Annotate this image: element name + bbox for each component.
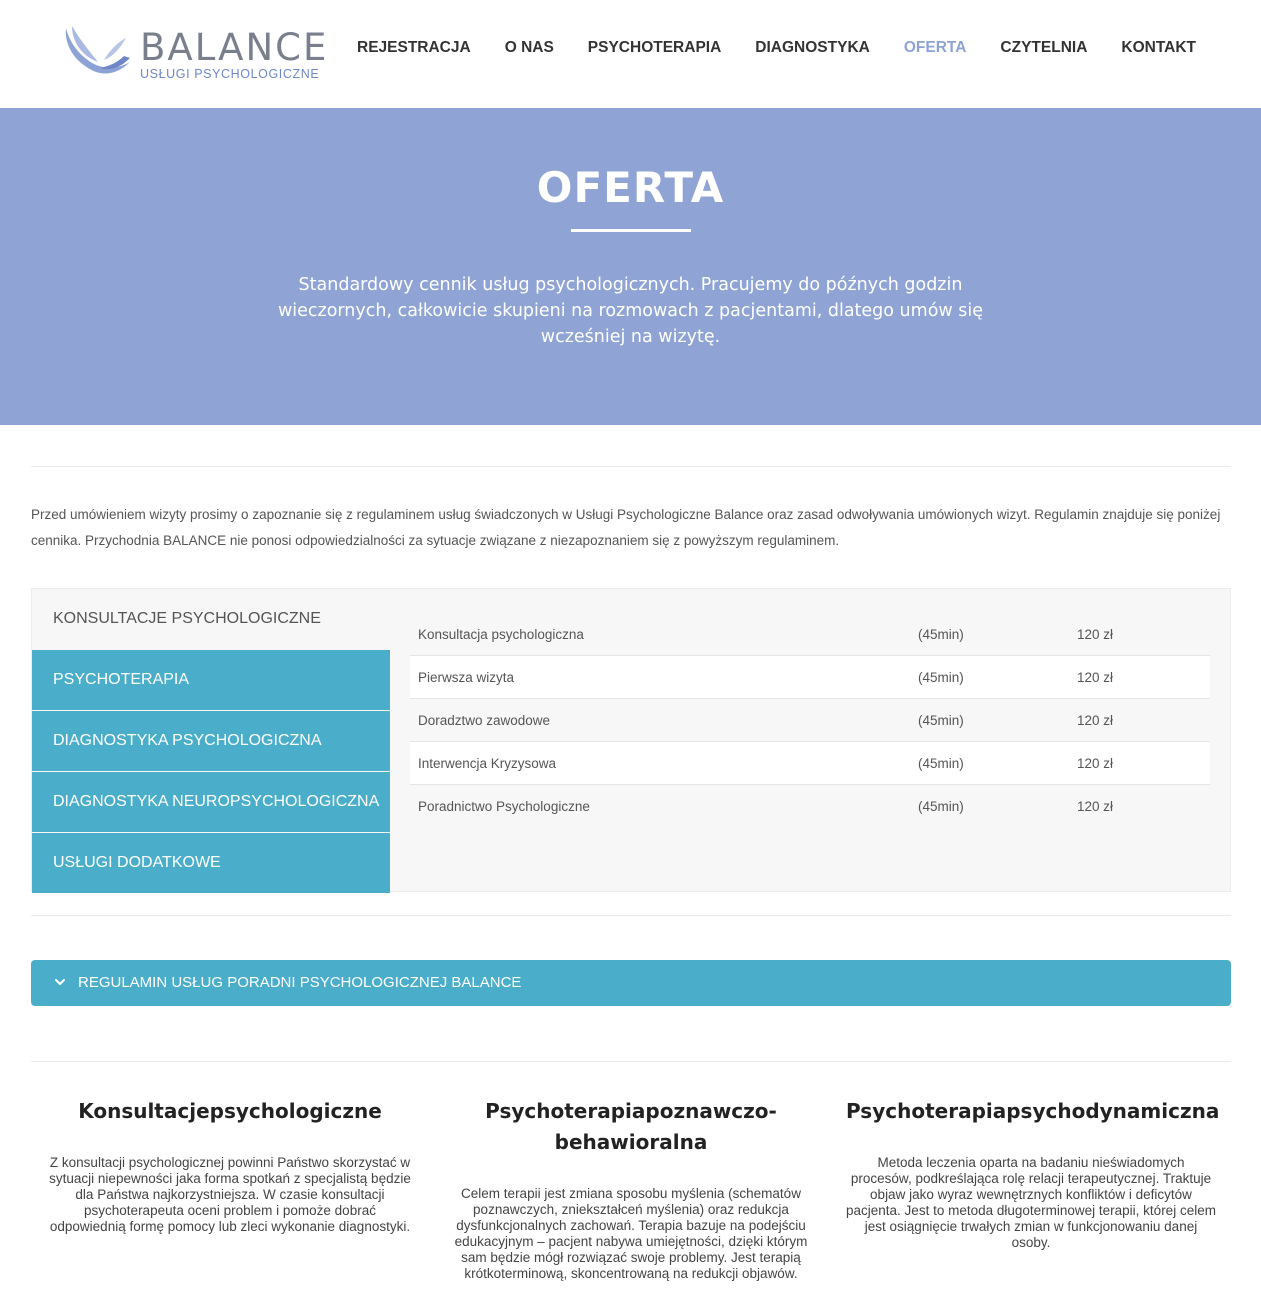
tab-uslugi-dodatkowe[interactable]: USŁUGI DODATKOWE bbox=[32, 833, 390, 893]
page-title: OFERTA bbox=[536, 163, 725, 212]
service-price: 120 zł bbox=[1077, 755, 1114, 771]
tab-diagnostyka-neuropsychologiczna[interactable]: DIAGNOSTYKA NEUROPSYCHOLOGICZNA bbox=[32, 772, 390, 832]
nav-diagnostyka[interactable]: DIAGNOSTYKA bbox=[755, 39, 870, 56]
tab-diagnostyka-psychologiczna[interactable]: DIAGNOSTYKA PSYCHOLOGICZNA bbox=[32, 711, 390, 771]
main-nav bbox=[340, 36, 1213, 60]
price-row bbox=[410, 785, 1210, 828]
service-duration: (45min) bbox=[918, 755, 964, 771]
price-row bbox=[410, 656, 1210, 699]
column-text: Metoda leczenia oparta na badaniu nieświadomych procesów, podkreślająca rolę relacji terapeutycznej. Traktuje objaw jako wyraz wewnętrznych konfliktów i deficytów pacjenta. Jest to metoda długoterminowej terapii, której celem jest osiągnięcie trwałych zmian w funkcjonowaniu danej osoby. bbox=[846, 1155, 1216, 1250]
service-duration: (45min) bbox=[918, 712, 964, 728]
column-text: Z konsultacji psychologicznej powinni Państwo skorzystać w sytuacji niepewności jaka forma spotkań z specjalistą będzie dla Państwa najkorzystniejsza. W czasie konsultacji psychoterapeuta oceni problem i pomoże dobrać odpowiednią formę pomocy lub zleci wykonanie diagnostyki. bbox=[49, 1155, 411, 1234]
price-row bbox=[410, 699, 1210, 742]
regulamin-accordion[interactable] bbox=[31, 960, 1231, 1006]
service-duration: (45min) bbox=[918, 799, 964, 814]
service-price: 120 zł bbox=[1077, 799, 1114, 814]
service-price: 120 zł bbox=[1077, 626, 1114, 642]
divider bbox=[31, 915, 1231, 916]
nav-czytelnia[interactable]: CZYTELNIA bbox=[1000, 39, 1088, 56]
price-row bbox=[410, 613, 1210, 656]
service-duration: (45min) bbox=[918, 626, 964, 642]
tab-psychoterapia[interactable]: PSYCHOTERAPIA bbox=[32, 650, 390, 710]
service-name: Pierwsza wizyta bbox=[418, 669, 515, 685]
price-row bbox=[410, 742, 1210, 785]
accordion-label: REGULAMIN USŁUG PORADNI PSYCHOLOGICZNEJ BALANCE bbox=[78, 974, 522, 991]
title-underline bbox=[571, 229, 691, 232]
service-duration: (45min) bbox=[918, 669, 964, 685]
service-name: Konsultacja psychologiczna bbox=[418, 626, 584, 642]
column-text: Celem terapii jest zmiana sposobu myślenia (schematów poznawczych, zniekształceń myślenia) oraz redukcja dysfunkcjonalnych zachowań. Terapia bazuje na podejściu edukacyjnym – pacjent nabywa umiejętności, dzięki którym sam będzie mógł rozwiązać swoje problemy. Jest terapią krótkoterminową, skoncentrowaną na redukcji objawów. bbox=[454, 1186, 808, 1281]
tab-konsultacje-psychologiczne[interactable]: KONSULTACJE PSYCHOLOGICZNE bbox=[53, 610, 321, 627]
nav-o-nas[interactable]: O NAS bbox=[504, 39, 554, 56]
info-column-konsultacje bbox=[45, 1096, 415, 1235]
divider bbox=[31, 1061, 1231, 1062]
column-title: Psychoterapiapoznawczo-behawioralna bbox=[485, 1099, 777, 1154]
service-name: Interwencja Kryzysowa bbox=[418, 755, 557, 771]
bird-logo-icon bbox=[60, 22, 132, 82]
service-price: 120 zł bbox=[1077, 712, 1114, 728]
service-price: 120 zł bbox=[1077, 669, 1114, 685]
site-header bbox=[0, 0, 1261, 108]
intro-text: Przed umówieniem wizyty prosimy o zapoznanie się z regulaminem usług świadczonych w Usługi Psychologiczne Balance oraz zasad odwoływania umówionych wizyt. Regulamin znajduje się poniżej cennika. Przychodnia BALANCE nie ponosi odpowiedzialności za sytuacje związane z niezapoznaniem się z powyższym regulaminem. bbox=[31, 507, 1221, 548]
service-name: Doradztwo zawodowe bbox=[418, 712, 551, 728]
column-title: Konsultacjepsychologiczne bbox=[78, 1099, 382, 1123]
nav-psychoterapia[interactable]: PSYCHOTERAPIA bbox=[587, 39, 722, 56]
chevron-down-icon bbox=[53, 975, 67, 989]
info-column-psychoterapia-cbt bbox=[446, 1096, 816, 1282]
nav-rejestracja[interactable]: REJESTRACJA bbox=[357, 39, 471, 56]
logo[interactable] bbox=[60, 22, 329, 84]
hero-description: Standardowy cennik usług psychologicznych. Pracujemy do późnych godzin wieczornych, całkowicie skupieni na rozmowach z pacjentami, dlatego umów się wcześniej na wizytę. bbox=[277, 275, 984, 347]
column-title: Psychoterapiapsychodynamiczna bbox=[846, 1099, 1220, 1123]
pricing-tabs bbox=[31, 588, 1231, 892]
logo-name: BALANCE bbox=[140, 26, 329, 69]
price-table bbox=[410, 613, 1210, 828]
info-column-psychodynamiczna bbox=[846, 1096, 1220, 1251]
nav-oferta[interactable]: OFERTA bbox=[903, 39, 967, 56]
logo-subtitle: USŁUGI PSYCHOLOGICZNE bbox=[140, 67, 320, 81]
hero-banner bbox=[0, 108, 1261, 425]
nav-kontakt[interactable]: KONTAKT bbox=[1121, 39, 1197, 56]
tab-list bbox=[32, 589, 390, 894]
service-name: Poradnictwo Psychologiczne bbox=[418, 799, 590, 814]
divider bbox=[31, 466, 1231, 467]
